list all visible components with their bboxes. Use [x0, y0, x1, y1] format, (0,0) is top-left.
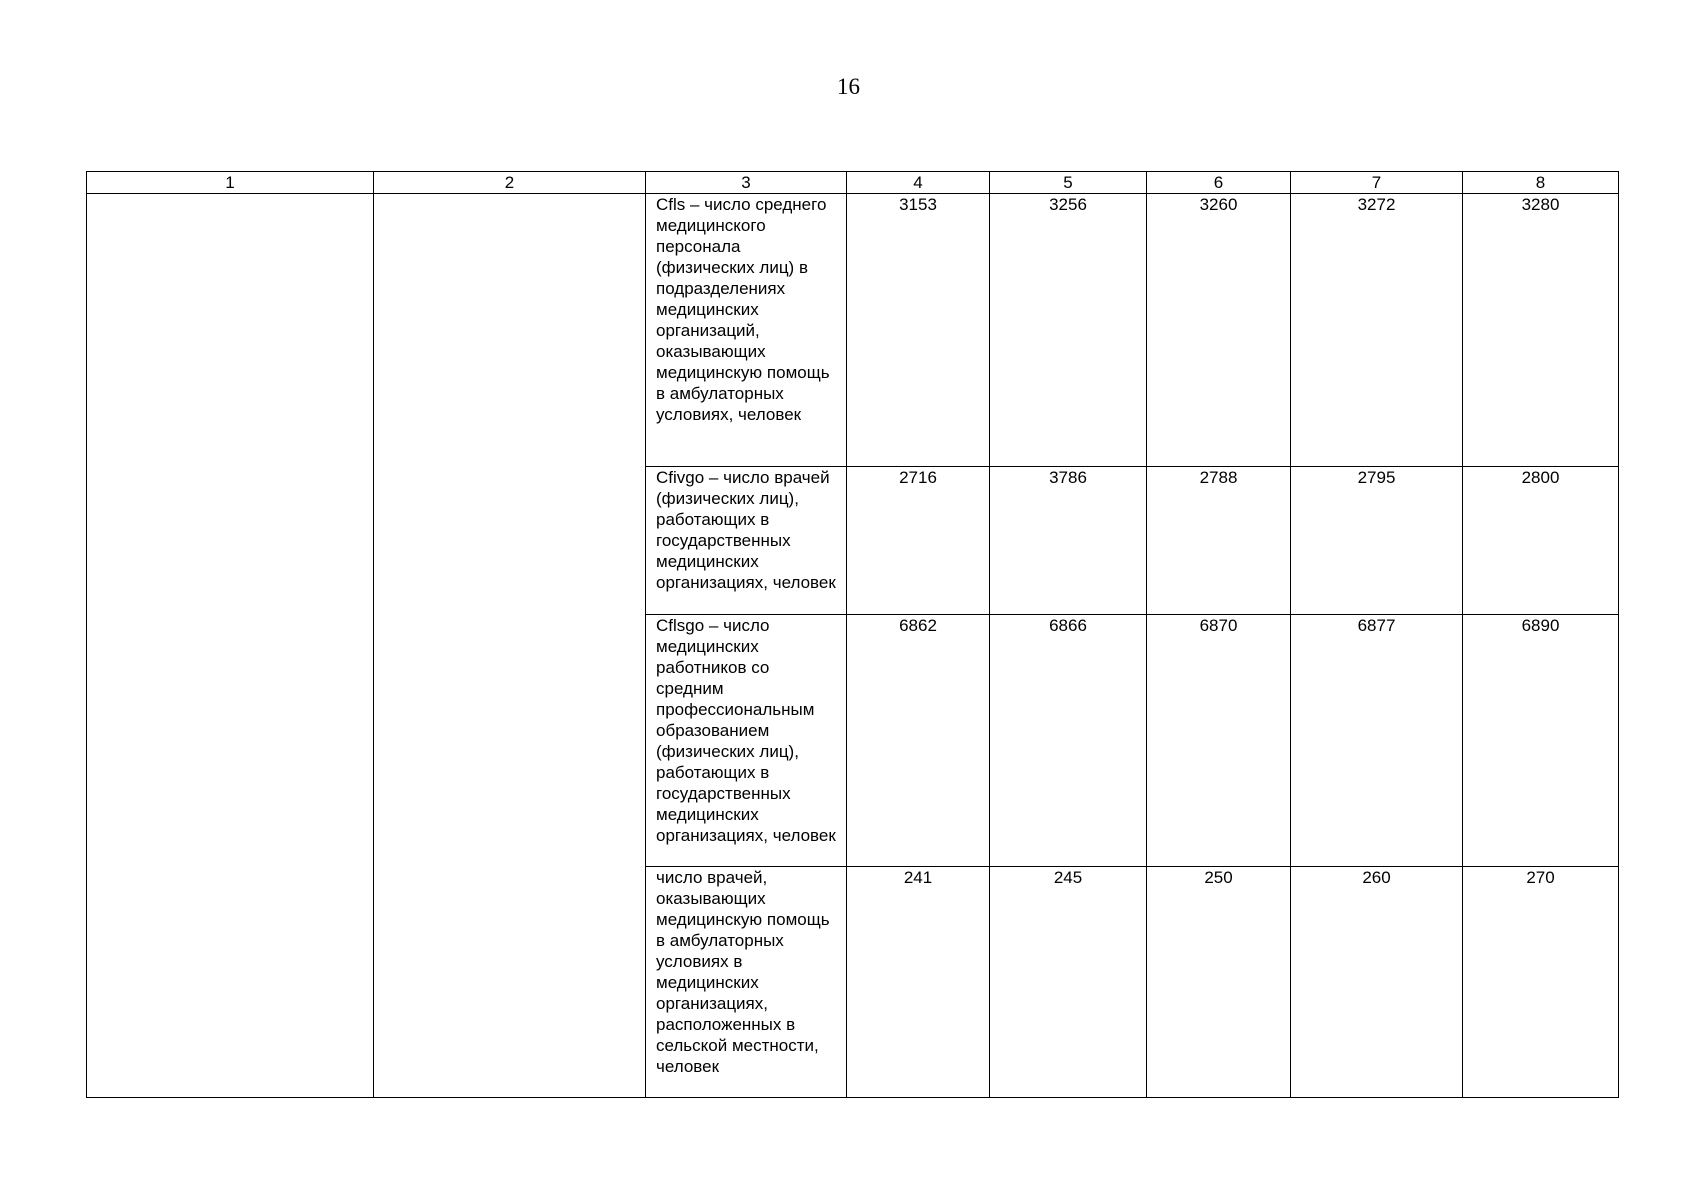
row-value-col-8: 270	[1463, 867, 1619, 1098]
row-value-col-4: 2716	[847, 467, 990, 615]
header-col-1: 1	[87, 172, 374, 194]
row-value-col-5: 3786	[990, 467, 1147, 615]
row-description: число врачей, оказывающих медицинскую помощь в амбулаторных условиях в медицинских организациях, расположенных в сельской местности, человек	[646, 867, 847, 1098]
row-value-col-4: 6862	[847, 615, 990, 867]
row-value-col-7: 260	[1291, 867, 1463, 1098]
row-value-col-8: 6890	[1463, 615, 1619, 867]
page-number: 16	[837, 74, 860, 99]
row-value-col-6: 2788	[1147, 467, 1291, 615]
row-value-col-8: 3280	[1463, 194, 1619, 467]
row-value-col-6: 3260	[1147, 194, 1291, 467]
indicator-table	[86, 171, 1619, 1098]
merged-cell-col-2	[374, 194, 646, 1098]
header-col-5: 5	[990, 172, 1147, 194]
row-value-col-6: 6870	[1147, 615, 1291, 867]
header-col-2: 2	[374, 172, 646, 194]
header-row	[87, 172, 1619, 194]
table-row	[87, 194, 1619, 467]
row-value-col-8: 2800	[1463, 467, 1619, 615]
header-col-6: 6	[1147, 172, 1291, 194]
row-value-col-6: 250	[1147, 867, 1291, 1098]
row-value-col-4: 3153	[847, 194, 990, 467]
header-col-8: 8	[1463, 172, 1619, 194]
header-col-4: 4	[847, 172, 990, 194]
row-description: Cflsgo – число медицинских работников со средним профессиональным образованием (физических лиц), работающих в государственных медицинских организациях, человек	[646, 615, 847, 867]
row-description: Cfivgo – число врачей (физических лиц), работающих в государственных медицинских организациях, человек	[646, 467, 847, 615]
row-value-col-7: 3272	[1291, 194, 1463, 467]
header-col-7: 7	[1291, 172, 1463, 194]
row-value-col-5: 245	[990, 867, 1147, 1098]
row-value-col-7: 2795	[1291, 467, 1463, 615]
header-col-3: 3	[646, 172, 847, 194]
merged-cell-col-1	[87, 194, 374, 1098]
row-value-col-5: 6866	[990, 615, 1147, 867]
row-value-col-4: 241	[847, 867, 990, 1098]
row-value-col-7: 6877	[1291, 615, 1463, 867]
row-value-col-5: 3256	[990, 194, 1147, 467]
row-description: Cfls – число среднего медицинского персонала (физических лиц) в подразделениях медицинских организаций, оказывающих медицинскую помощь в амбулаторных условиях, человек	[646, 194, 847, 467]
